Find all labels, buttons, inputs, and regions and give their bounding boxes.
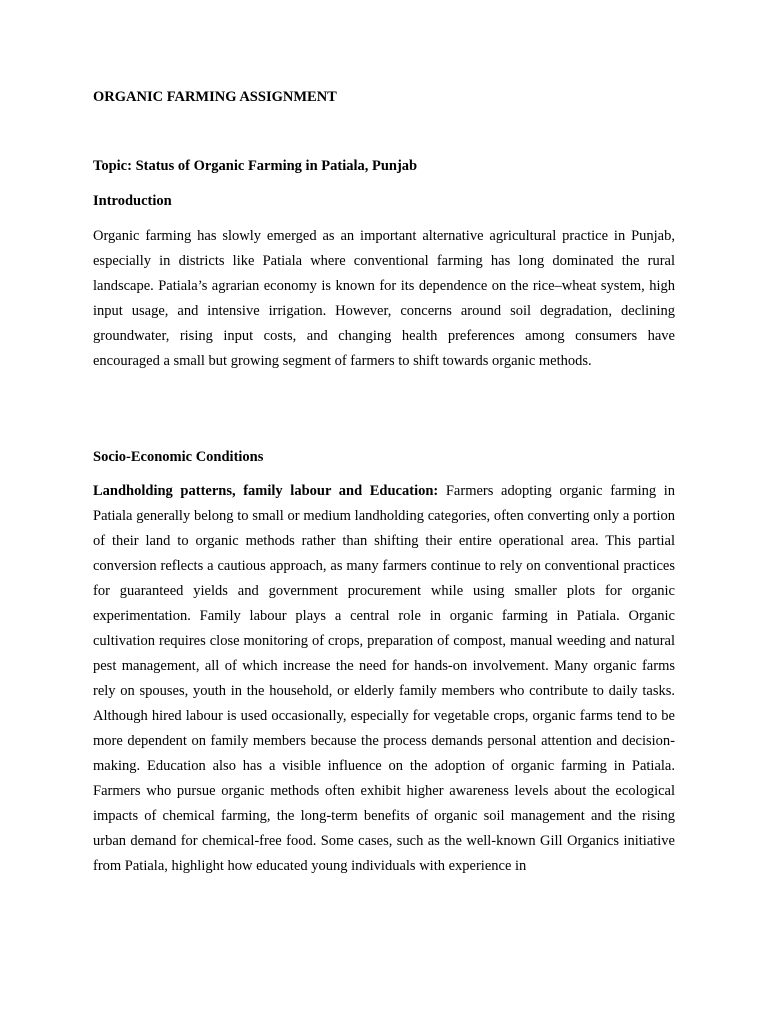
document-title: ORGANIC FARMING ASSIGNMENT — [93, 89, 337, 105]
socio-economic-heading: Socio-Economic Conditions — [93, 449, 264, 465]
paragraph-lead-in: Landholding patterns, family labour and Education: — [93, 483, 439, 499]
topic-line: Topic: Status of Organic Farming in Patiala, Punjab — [93, 158, 418, 174]
socio-economic-text: Farmers adopting organic farming in Patiala generally belong to small or medium landholding categories, often converting only a portion of their land to organic methods rather than shifting their entire operational area. This partial conversion reflects a cautious approach, as many farmers continue to rely on conventional practices for guaranteed yields and government procurement while using smaller plots for organic experimentation. Family labour plays a central role in organic farming in Patiala. Organic cultivation requires close monitoring of crops, preparation of compost, manual weeding and natural pest management, all of which increase the need for hands-on involvement. Many organic farms rely on spouses, youth in the household, or elderly family members who contribute to daily tasks. Although hired labour is used occasionally, especially for vegetable crops, organic farms tend to be more dependent on family members because the process demands personal attention and decision-making. Education also has a visible influence on the adoption of organic farming in Patiala. Farmers who pursue organic methods often exhibit higher awareness levels about the ecological impacts of chemical farming, the long-term benefits of organic soil management and the rising urban demand for chemical-free food. Some cases, such as the well-known Gill Organics initiative from Patiala, highlight how educated young individuals with experience in — [93, 483, 676, 874]
introduction-paragraph: Organic farming has slowly emerged as an important alternative agricultural practice in Punjab, especially in districts like Patiala where conventional farming has long dominated the rural landscape. Patiala’s agrarian economy is known for its dependence on the rice–wheat system, high input usage, and intensive irrigation. However, concerns around soil degradation, declining groundwater, rising input costs, and changing health preferences among consumers have encouraged a small but growing segment of farmers to shift towards organic methods. — [93, 228, 675, 369]
socio-economic-paragraph — [93, 479, 675, 879]
introduction-heading: Introduction — [93, 193, 172, 209]
